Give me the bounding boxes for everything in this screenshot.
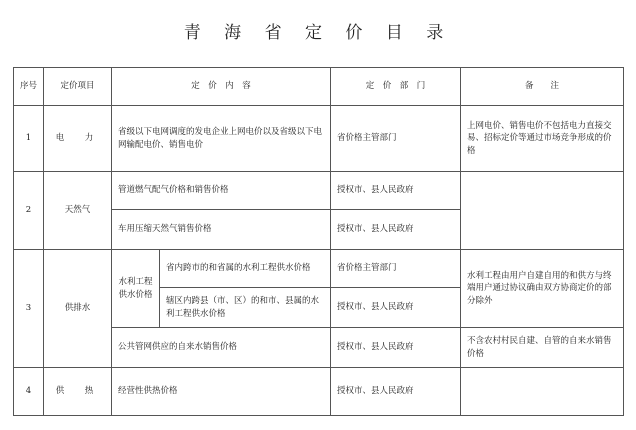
header-dept: 定 价 部 门 <box>331 68 461 106</box>
row1-item: 电 力 <box>44 106 112 172</box>
row3-seq: 3 <box>14 250 44 368</box>
row4-seq: 4 <box>14 368 44 416</box>
row3-content-c: 公共管网供应的自来水销售价格 <box>112 328 331 368</box>
row3-note-ab: 水利工程由用户自建自用的和供方与终端用户通过协议确由双方协商定价的部分除外 <box>461 250 624 328</box>
header-content: 定 价 内 容 <box>112 68 331 106</box>
row3-item: 供排水 <box>44 250 112 368</box>
header-item: 定价项目 <box>44 68 112 106</box>
table-row <box>14 172 624 210</box>
row1-seq: 1 <box>14 106 44 172</box>
row1-content: 省级以下电网调度的发电企业上网电价以及省级以下电网输配电价、销售电价 <box>112 106 331 172</box>
row3-note-c: 不含农村村民自建、自管的自来水销售价格 <box>461 328 624 368</box>
table-row <box>14 368 624 416</box>
row2-seq: 2 <box>14 172 44 250</box>
page-title: 青 海 省 定 价 目 录 <box>183 23 453 43</box>
row2-dept-a: 授权市、县人民政府 <box>331 172 461 210</box>
table-header-row <box>14 68 624 106</box>
row1-note: 上网电价、销售电价不包括电力直接交易、招标定价等通过市场竞争形成的价格 <box>461 106 624 172</box>
table-row <box>14 250 624 288</box>
row2-dept-b: 授权市、县人民政府 <box>331 210 461 250</box>
row2-item: 天然气 <box>44 172 112 250</box>
row4-item: 供 热 <box>44 368 112 416</box>
row3-dept-c: 授权市、县人民政府 <box>331 328 461 368</box>
row3-content-b: 辖区内跨县（市、区）的和市、县属的水利工程供水价格 <box>160 288 331 328</box>
header-seq: 序号 <box>14 68 44 106</box>
row1-dept: 省价格主管部门 <box>331 106 461 172</box>
row2-content-a: 管道燃气配气价格和销售价格 <box>112 172 331 210</box>
row3-content-a: 省内跨市的和省属的水利工程供水价格 <box>160 250 331 288</box>
row4-note <box>461 368 624 416</box>
header-note: 备 注 <box>461 68 624 106</box>
table-row <box>14 106 624 172</box>
row2-content-b: 车用压缩天然气销售价格 <box>112 210 331 250</box>
row4-content: 经营性供热价格 <box>112 368 331 416</box>
row2-note <box>461 172 624 250</box>
row3-dept-a: 省价格主管部门 <box>331 250 461 288</box>
row4-dept: 授权市、县人民政府 <box>331 368 461 416</box>
row3-sub-item: 水利工程供水价格 <box>112 250 160 328</box>
pricing-catalog-table <box>13 67 624 416</box>
row3-dept-b: 授权市、县人民政府 <box>331 288 461 328</box>
